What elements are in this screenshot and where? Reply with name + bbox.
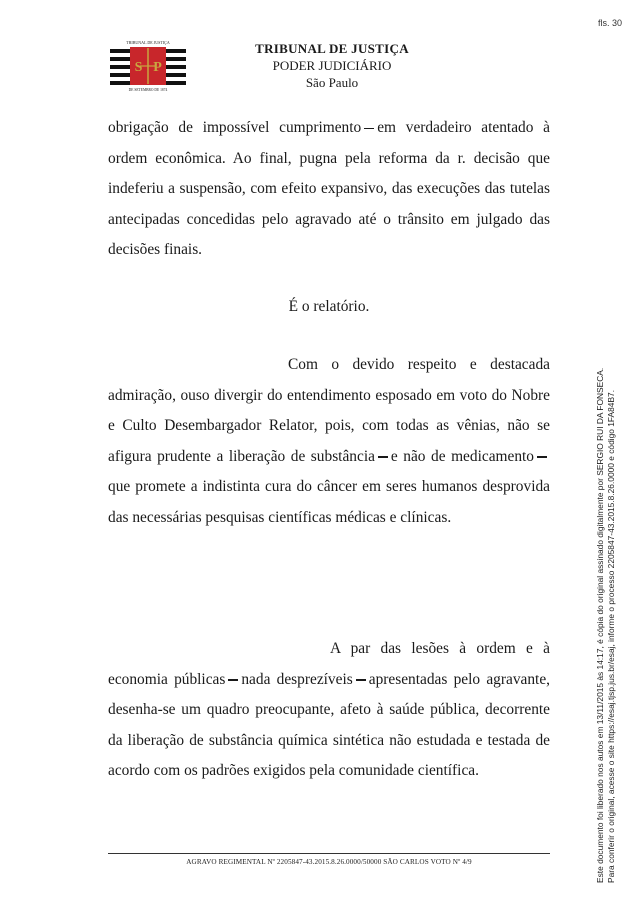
em-dash (364, 128, 374, 130)
footer-rule (108, 853, 550, 854)
em-dash (537, 456, 547, 458)
seal-letter-p: P (153, 60, 162, 75)
em-dash (356, 679, 366, 681)
paragraph-3-part-c: que promete a indistinta cura do câncer em seres humanos desprovida das necessárias pesquisas científicas médicas e clínicas. (108, 478, 550, 526)
em-dash (228, 679, 238, 681)
paragraph-3 (108, 350, 550, 533)
paragraph-4-part-b: nada desprezíveis (241, 670, 353, 688)
header-text (108, 40, 556, 91)
seal-top-text: TRIBUNAL DE JUSTIÇA (126, 40, 170, 45)
footer-case-reference: AGRAVO REGIMENTAL Nº 2205847-43.2015.8.26.0000/50000 SÃO CARLOS VOTO Nº 4/9 (186, 858, 472, 866)
page-number: fls. 30 (597, 18, 622, 28)
paragraph-3-part-b: e não de medicamento (390, 447, 534, 465)
seal-letter-s: S (134, 60, 143, 75)
signature-note-line-2: Para conferir o original, acesse o site https://esaj.tjsp.jus.br/esaj, informe o processo 2205847-43.2015.8.26.0000 e código 1FA84B7. (606, 389, 616, 883)
signature-note-line-1: Este documento foi liberado nos autos em 13/11/2015 às 14:17, é cópia do original assinado digitalmente por SERGIO RUI DA FONSECA. (595, 367, 605, 883)
em-dash (378, 456, 388, 458)
paragraph-4-part-a: A par das lesões à ordem e à economia públicas (108, 640, 550, 688)
header-branch: PODER JUDICIÁRIO (272, 58, 392, 73)
header-city: São Paulo (305, 75, 359, 90)
paragraph-1-part-b: em verdadeiro atentado à ordem econômica. Ao final, pugna pela reforma da r. decisão que indeferiu a suspensão, com efeito expansivo, das execuções das tutelas antecipadas concedidas pelo agravado até o trânsito em julgado das decisões finais. (108, 119, 550, 258)
header-court-name: TRIBUNAL DE JUSTIÇA (255, 41, 409, 56)
paragraph-1-part-a: obrigação de impossível cumprimento (108, 119, 362, 136)
paragraph-4-part-c: apresentadas pelo agravante, desenha-se um quadro preocupante, afeto à saúde pública, decorrente da liberação de substância química sintética não estudada e testada de acordo com os padrões exigidos pela comunidade científica. (108, 670, 550, 779)
paragraph-4 (108, 634, 550, 787)
paragraph-3-part-a: Com o devido respeito e destacada admiração, ouso divergir do entendimento esposado em voto do Nobre e Culto Desembargador Relator, pois, com todas as vênias, não se afigura prudente a liberação de substância (108, 356, 550, 465)
seal-bottom-text: DE SETEMBRO DE 1874 (128, 88, 168, 92)
paragraph-report: É o relatório. (288, 298, 370, 315)
digital-signature-note (595, 283, 617, 883)
document-header (108, 38, 556, 94)
paragraph-1 (108, 113, 550, 266)
